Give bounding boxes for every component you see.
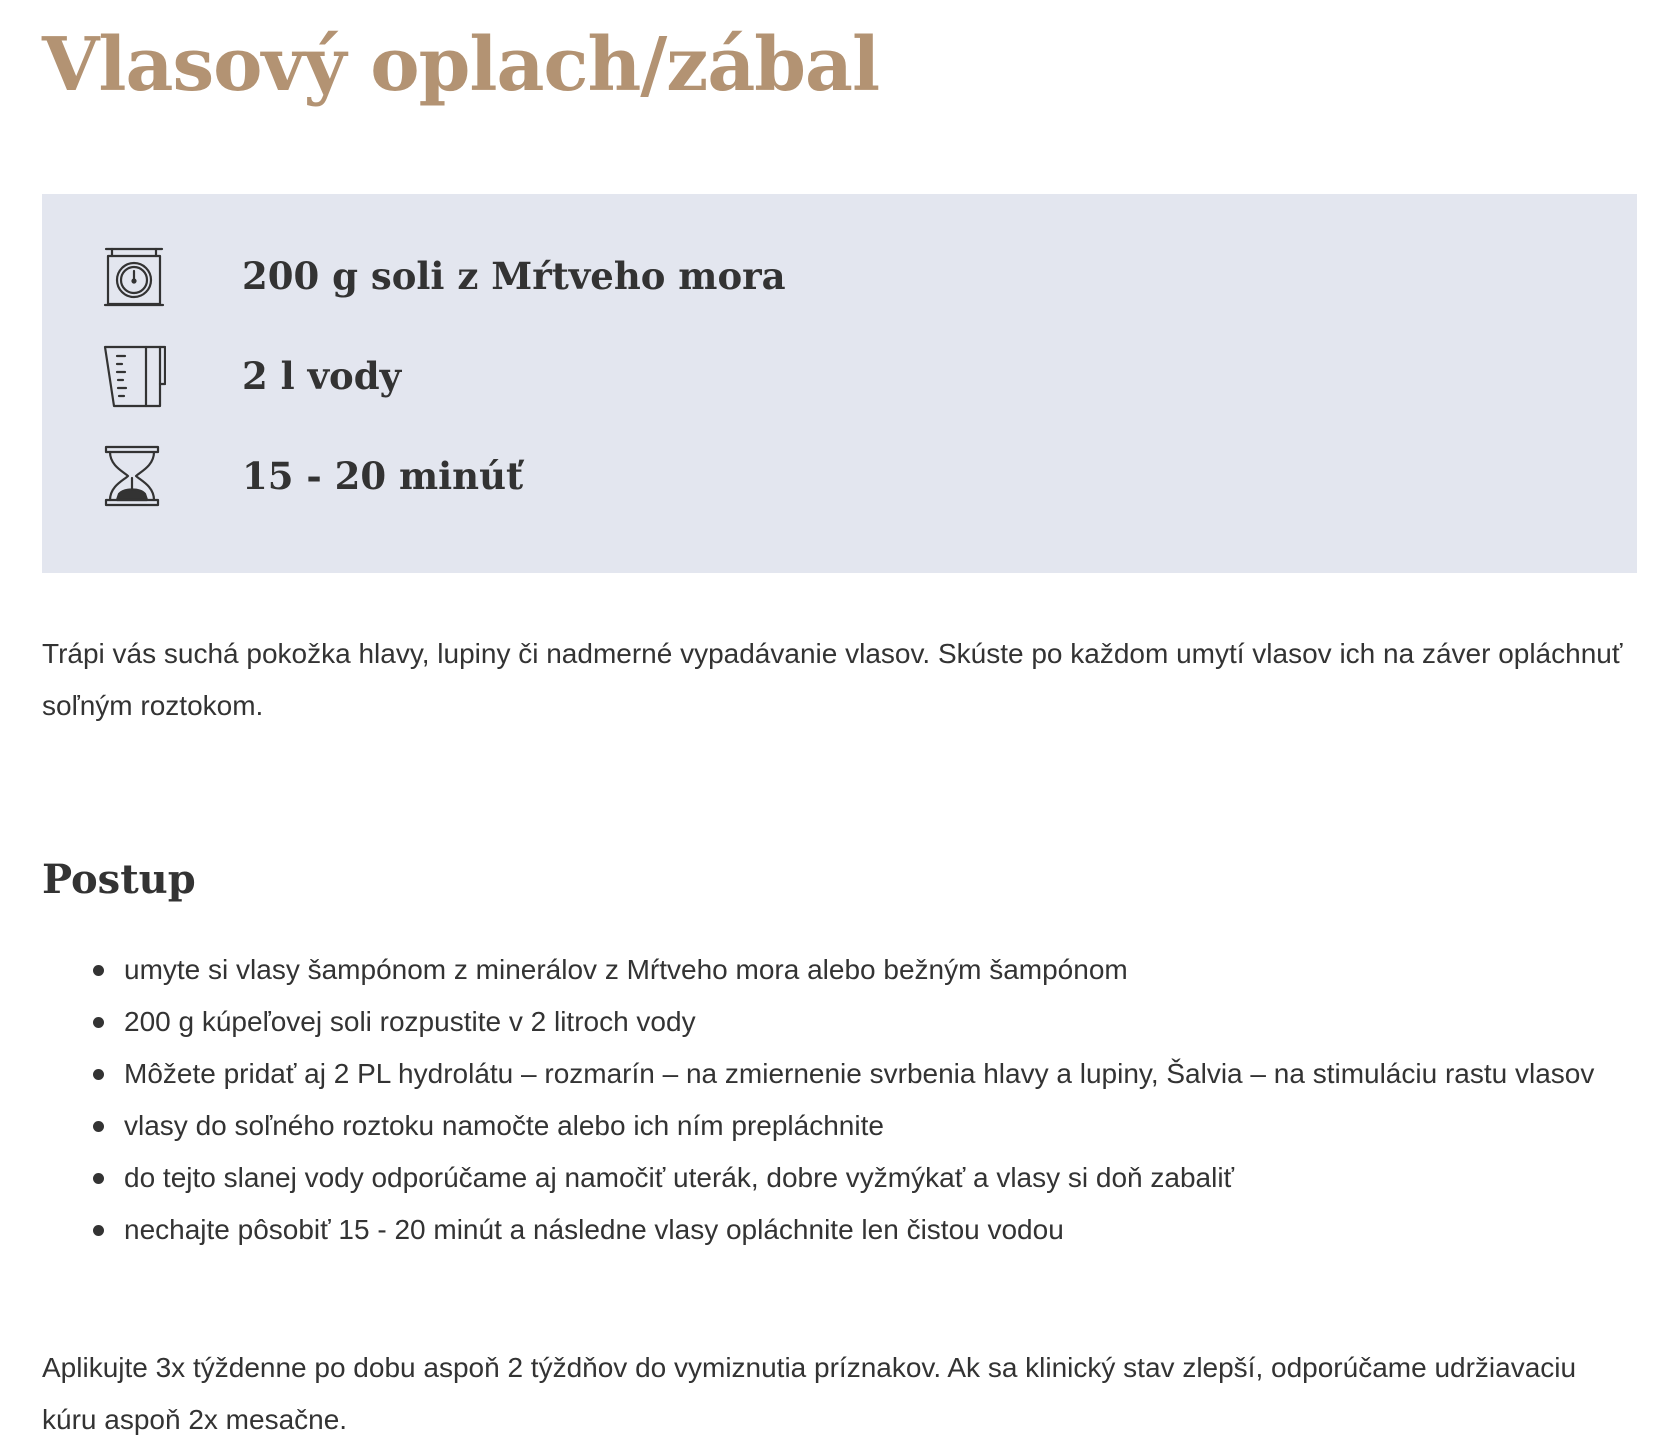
list-item-text: nechajte pôsobiť 15 - 20 minút a následne vlasy opláchnite len čistou vodou [124, 1214, 1064, 1245]
bullet-icon [93, 1173, 104, 1184]
info-item-time [42, 444, 1637, 514]
list-item [42, 996, 1637, 1048]
info-item-time-label: 15 - 20 minúť [242, 454, 524, 498]
procedure-heading: Postup [42, 856, 196, 903]
bullet-icon [93, 1121, 104, 1132]
list-item [42, 1152, 1637, 1204]
list-item [42, 944, 1637, 996]
info-item-weight [42, 244, 1637, 314]
list-item-text: Môžete pridať aj 2 PL hydrolátu – rozmarín – na zmiernenie svrbenia hlavy a lupiny, Šalvia – na stimuláciu rastu vlasov [124, 1058, 1595, 1089]
info-item-volume-label: 2 l vody [242, 354, 402, 398]
list-item-text: umyte si vlasy šampónom z minerálov z Mŕtveho mora alebo bežným šampónom [124, 954, 1128, 985]
list-item [42, 1204, 1637, 1256]
list-item-text: 200 g kúpeľovej soli rozpustite v 2 litroch vody [124, 1006, 696, 1037]
procedure-list [42, 944, 1637, 1256]
list-item-text: vlasy do soľného roztoku namočte alebo ich ním prepláchnite [124, 1110, 884, 1141]
info-item-weight-label: 200 g soli z Mŕtveho mora [242, 254, 786, 298]
hourglass-icon [102, 444, 166, 508]
page-title: Vlasový oplach/zábal [42, 22, 880, 108]
bullet-icon [93, 1225, 104, 1236]
kitchen-scale-icon [102, 244, 166, 308]
list-item [42, 1100, 1637, 1152]
bullet-icon [93, 965, 104, 976]
measuring-cup-icon [102, 344, 166, 408]
outro-paragraph: Aplikujte 3x týždenne po dobu aspoň 2 týždňov do vymiznutia príznakov. Ak sa klinický stav zlepší, odporúčame udržiavaciu kúru aspoň 2x mesačne. [42, 1352, 1577, 1435]
intro-paragraph: Trápi vás suchá pokožka hlavy, lupiny či nadmerné vypadávanie vlasov. Skúste po každom umytí vlasov ich na záver opláchnuť soľným roztokom. [42, 638, 1623, 721]
bullet-icon [93, 1017, 104, 1028]
list-item [42, 1048, 1637, 1100]
list-item-text: do tejto slanej vody odporúčame aj namočiť uterák, dobre vyžmýkať a vlasy si doň zabaliť [124, 1162, 1235, 1193]
info-item-volume [42, 344, 1637, 414]
ingredients-box [42, 194, 1637, 573]
bullet-icon [93, 1069, 104, 1080]
